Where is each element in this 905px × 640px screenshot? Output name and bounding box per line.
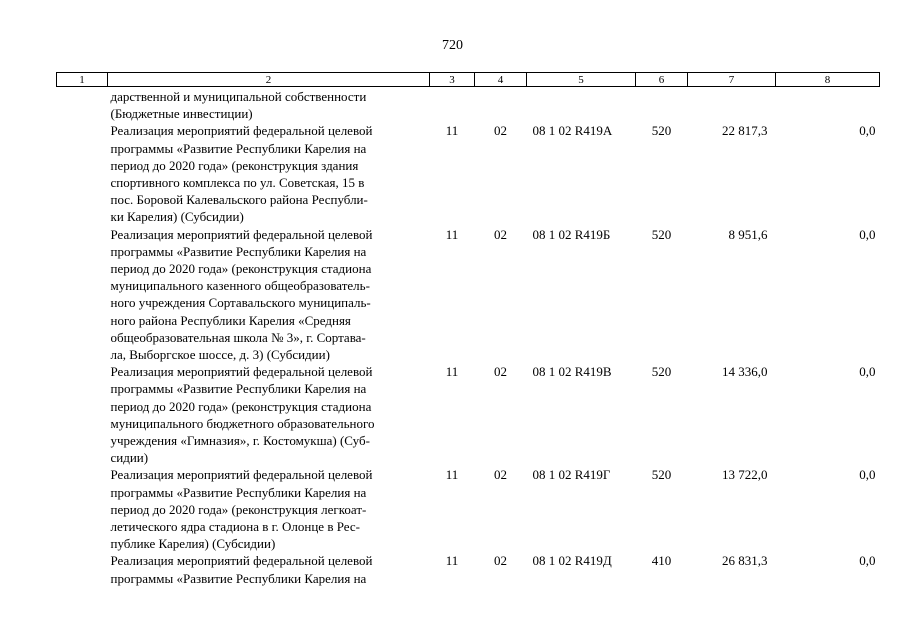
table-row [57, 363, 880, 466]
section-code [430, 87, 475, 123]
column-header: 6 [636, 73, 688, 87]
cell-col1 [57, 122, 108, 225]
cell-col1 [57, 87, 108, 123]
table-row [57, 552, 880, 586]
table-row [57, 226, 880, 364]
subsection-code: 02 [494, 553, 507, 569]
target-article-code: 08 1 02 R419Г [532, 467, 611, 483]
table-row [57, 466, 880, 552]
amount-federal: 0,0 [859, 467, 876, 483]
description-line: программы «Развитие Республики Карелия на [110, 381, 367, 397]
cell-col1 [57, 363, 108, 466]
section-code: 11 [445, 364, 459, 380]
cell-col1 [57, 466, 108, 552]
expense-type-code: 410 [651, 553, 672, 569]
subsection-code: 02 [494, 226, 507, 242]
description-line: период до 2020 года» (реконструкция стадиона [110, 398, 372, 414]
expense-type-code [636, 87, 688, 123]
amount: 22 817,3 [722, 123, 768, 139]
amount: 8 951,6 [728, 226, 768, 242]
amount: 26 831,3 [722, 553, 768, 569]
description-line: ного района Республики Карелия «Средняя [110, 312, 351, 328]
row-description [108, 122, 430, 225]
amount [688, 87, 776, 123]
target-article-code: 08 1 02 R419Б [532, 226, 611, 242]
description-line: летического ядра стадиона в г. Олонце в Рес- [110, 519, 360, 535]
section-code: 11 [445, 123, 459, 139]
page-number: 720 [442, 38, 463, 53]
description-line: общеобразовательная школа № 3», г. Сортава- [110, 329, 366, 345]
column-header: 4 [475, 73, 527, 87]
amount: 13 722,0 [722, 467, 768, 483]
amount-federal: 0,0 [859, 553, 876, 569]
column-header: 2 [108, 73, 430, 87]
description-line: дарственной и муниципальной собственности [110, 89, 367, 104]
description-line: ки Карелия) (Субсидии) [110, 209, 244, 225]
description-line: сидии) [110, 450, 149, 466]
cell-col1 [57, 226, 108, 364]
target-article-code [527, 87, 636, 123]
description-line: муниципального бюджетного образовательного [110, 415, 375, 431]
description-line: Реализация мероприятий федеральной целевой [110, 226, 373, 242]
row-description [108, 363, 430, 466]
description-line: спортивного комплекса по ул. Советская, 15 в [110, 175, 365, 191]
description-line: период до 2020 года» (реконструкция стадиона [110, 261, 372, 277]
column-header: 5 [527, 73, 636, 87]
expense-type-code: 520 [651, 364, 672, 380]
description-line: Реализация мероприятий федеральной целевой [110, 364, 373, 380]
column-header: 8 [776, 73, 880, 87]
amount: 14 336,0 [722, 364, 768, 380]
description-line: программы «Развитие Республики Карелия на [110, 140, 367, 156]
cell-col1 [57, 552, 108, 586]
description-line: период до 2020 года» (реконструкция легкоат- [110, 501, 367, 517]
description-line: учреждения «Гимназия», г. Костомукша) (Суб- [110, 433, 370, 449]
amount-federal [776, 87, 880, 123]
section-code: 11 [445, 467, 459, 483]
description-line: пос. Боровой Калевальского района Республи- [110, 192, 368, 208]
table-row [57, 122, 880, 225]
section-code: 11 [445, 553, 459, 569]
description-line: программы «Развитие Республики Карелия на [110, 570, 367, 586]
row-description [108, 466, 430, 552]
column-header: 3 [430, 73, 475, 87]
target-article-code: 08 1 02 R419В [532, 364, 612, 380]
amount-federal: 0,0 [859, 226, 876, 242]
row-description [108, 552, 430, 586]
description-line: Реализация мероприятий федеральной целевой [110, 467, 373, 483]
amount-federal: 0,0 [859, 123, 876, 139]
description-line: Реализация мероприятий федеральной целевой [110, 553, 373, 569]
description-line: (Бюджетные инвестиции) [110, 106, 253, 122]
description-line: программы «Развитие Республики Карелия на [110, 484, 367, 500]
expense-type-code: 520 [651, 123, 672, 139]
target-article-code: 08 1 02 R419А [532, 123, 613, 139]
subsection-code: 02 [494, 467, 507, 483]
description-line: программы «Развитие Республики Карелия на [110, 243, 367, 259]
budget-table [56, 72, 880, 587]
amount-federal: 0,0 [859, 364, 876, 380]
expense-type-code: 520 [651, 467, 672, 483]
table-header-row [57, 73, 880, 87]
description-line: муниципального казенного общеобразователь- [110, 278, 370, 294]
column-header: 1 [57, 73, 108, 87]
expense-type-code: 520 [651, 226, 672, 242]
description-line: период до 2020 года» (реконструкция здания [110, 157, 359, 173]
row-description [108, 226, 430, 364]
description-line: ла, Выборгское шоссе, д. 3) (Субсидии) [110, 347, 330, 363]
description-line: Реализация мероприятий федеральной целевой [110, 123, 373, 139]
table-row [57, 87, 880, 123]
description-line: ного учреждения Сортавальского муниципаль- [110, 295, 371, 311]
subsection-code: 02 [494, 123, 507, 139]
row-description [108, 87, 430, 123]
target-article-code: 08 1 02 R419Д [532, 553, 612, 569]
section-code: 11 [445, 226, 459, 242]
subsection-code: 02 [494, 364, 507, 380]
subsection-code [475, 87, 527, 123]
column-header: 7 [688, 73, 776, 87]
description-line: публике Карелия) (Субсидии) [110, 536, 276, 552]
